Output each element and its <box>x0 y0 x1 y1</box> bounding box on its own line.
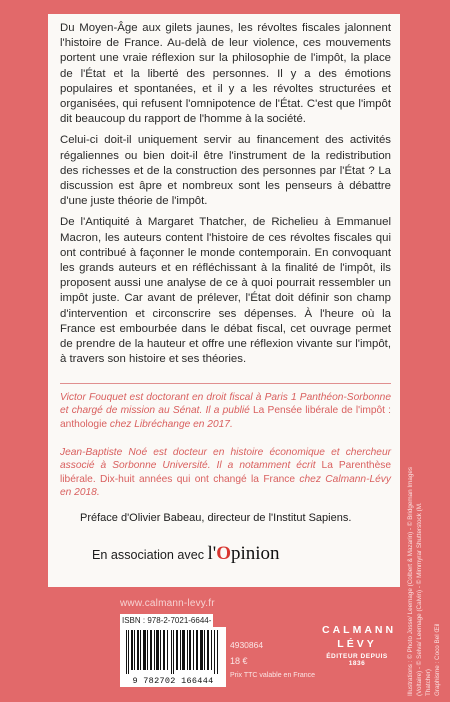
barcode-digits: 9 782702 166444 <box>132 676 214 686</box>
publisher-line-2: LÉVY <box>337 638 377 650</box>
credits-line-2: Thatcher) <box>425 669 432 696</box>
association-line <box>92 543 280 565</box>
publisher-url[interactable]: www.calmann-levy.fr <box>120 598 215 609</box>
product-code: 4930864 <box>230 640 264 650</box>
publisher-tagline: ÉDITEUR DEPUIS 1836 <box>326 653 388 667</box>
publisher-line-1: CALMANN <box>322 624 397 636</box>
blurb-paragraph-1: Du Moyen-Âge aux gilets jaunes, les révoltes fiscales jalonnent l'histoire de France. Au-delà de leur violence, ces mouvements portent une vraie réflexion sur la philosophie de l'impôt, la place de l'État et la liberté des personnes. Il y a des émotions populaires et spontanées, et il y a les révoltes structurées et organisées, qui refusent l'omnipotence de l'État. C'est que l'impôt dit beaucoup du rapport de l'homme à la société. <box>60 22 391 126</box>
opinion-logo: l'Opinion <box>207 543 280 564</box>
blurb-paragraph-2: Celui-ci doit-il uniquement servir au financement des activités régaliennes ou bien doit-il être l'instrument de la redistribution des richesses et de la construction des personnes par l'État ? La discussion est âpre et nombreux sont les penseurs à débattre d'une juste théorie de l'impôt. <box>60 134 391 208</box>
publisher-logo <box>322 624 397 667</box>
author-bio-noe: Jean-Baptiste Noé est docteur en histoire économique et chercheur associé à Sorbonne Université. Il a notamment écrit La Parenthèse libérale. Dix-huit années qui ont changé la France chez Calmann-Lévy en 2018. <box>60 447 391 498</box>
image-credits <box>406 446 444 696</box>
barcode <box>120 627 226 687</box>
preface-credit: Préface d'Olivier Babeau, directeur de l'Institut Sapiens. <box>80 512 352 524</box>
price: 18 € <box>230 656 248 666</box>
blurb-paragraph-3: De l'Antiquité à Margaret Thatcher, de Richelieu à Emmanuel Macron, les auteurs content l'histoire de ces révoltes fiscales qui ont contribué à façonner le monde contemporain. En convoquant les grands auteurs et en réfléchissant à la finalité de l'impôt, ils proposent aussi une analyse de ce à quoi pourrait ressembler un impôt juste. Car avant de prélever, l'État doit définir son champ d'intervention et circonscrire ses dépenses. À l'heure où la France est embourbée dans le débat fiscal, cet ouvrage permet de prendre de la hauteur et offre une réflexion vivante sur l'impôt, à travers son histoire et ses théories. <box>60 216 391 366</box>
credits-line-3: Graphisme : Coco Bel Œil <box>434 623 441 696</box>
blurb <box>60 21 391 373</box>
barcode-bars-icon <box>126 630 220 674</box>
author-bio-fouquet: Victor Fouquet est doctorant en droit fiscal à Paris 1 Panthéon-Sorbonne et chargé de mission au Sénat. Il a publié La Pensée libérale de l'impôt : anthologie chez Libréchange en 2017. <box>60 392 392 430</box>
isbn-label: ISBN : 978-2-7021-6644- <box>122 616 212 625</box>
separator-line <box>60 383 391 384</box>
price-note: Prix TTC valable en France <box>230 672 316 679</box>
association-text: En association avec <box>92 548 205 562</box>
credits-line-1: Illustrations : © Photo Josse/ Leemage (Colbert & Mazarin) - © Bridgeman Images (Voltaire) - © Selva/ Leemage (Calvin) - © Mimmyrar Shutterstock (M. <box>407 466 423 696</box>
